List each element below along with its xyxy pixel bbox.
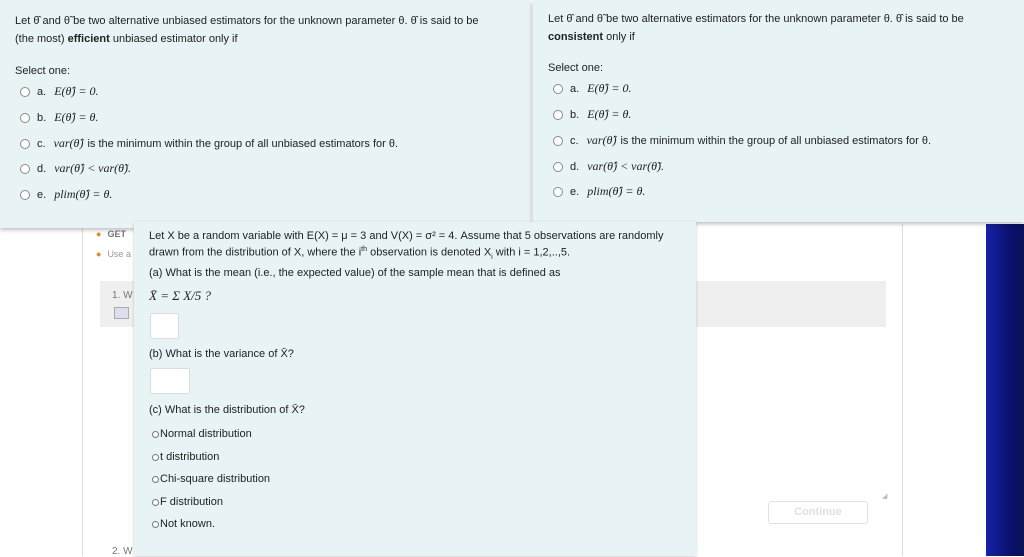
option-math: var(θ̂) xyxy=(586,133,617,147)
radio-button[interactable] xyxy=(553,110,563,120)
continue-button[interactable]: Continue xyxy=(768,501,868,524)
option-letter: e. xyxy=(570,185,580,198)
radio-button[interactable] xyxy=(20,139,30,149)
desktop-background-strip xyxy=(986,224,1024,556)
answer-input-a[interactable] xyxy=(150,313,179,339)
bg-bullet-item xyxy=(96,229,126,239)
select-one-label: Select one: xyxy=(548,62,604,74)
question-prompt xyxy=(548,10,1013,46)
part-c-text: (c) What is the distribution of X̄? xyxy=(149,404,305,416)
option-letter: d. xyxy=(570,160,580,173)
part-b-text: (b) What is the variance of X̄? xyxy=(149,348,294,360)
radio-button[interactable] xyxy=(20,113,30,123)
radio-button[interactable] xyxy=(20,87,30,97)
radio-button[interactable] xyxy=(553,162,563,172)
prompt-line-1: Let θ̂ and θ̃ be two alternative unbiased estimators for the unknown parameter θ. θ̂ is said to be xyxy=(15,15,479,27)
option-text: is the minimum within the group of all unbiased estimators for θ. xyxy=(620,134,932,147)
radio-button[interactable] xyxy=(152,454,159,461)
image-icon[interactable] xyxy=(114,307,129,319)
prompt-post: only if xyxy=(606,31,635,43)
option-letter: a. xyxy=(37,85,47,98)
question-card-consistent xyxy=(533,0,1024,222)
distribution-label: Normal distribution xyxy=(160,428,252,440)
option-math: plim(θ̂) = θ. xyxy=(587,184,646,198)
bg-question-1-label: 1. W xyxy=(112,290,133,301)
option-math: E(θ̂) = θ. xyxy=(54,110,99,124)
option-b[interactable] xyxy=(553,107,635,122)
option-e[interactable] xyxy=(553,184,649,199)
option-letter: b. xyxy=(37,111,47,124)
question-line-1: Let X be a random variable with E(X) = μ = 3 and V(X) = σ² = 4. Assume that 5 observations are randomly xyxy=(149,230,664,242)
distribution-option[interactable] xyxy=(152,428,252,440)
distribution-option[interactable] xyxy=(152,518,215,530)
distribution-option[interactable] xyxy=(152,451,219,463)
radio-button[interactable] xyxy=(553,84,563,94)
option-d[interactable] xyxy=(20,161,135,176)
radio-button[interactable] xyxy=(553,136,563,146)
distribution-option[interactable] xyxy=(152,496,223,508)
option-math: var(θ̂) < var(θ̃). xyxy=(587,159,665,173)
prompt-keyword: consistent xyxy=(548,31,604,43)
radio-button[interactable] xyxy=(152,499,159,506)
prompt-line-1: Let θ̂ and θ̃ be two alternative estimators for the unknown parameter θ. θ̂ is said to be xyxy=(548,13,964,25)
question-card-sample-mean xyxy=(134,222,696,556)
option-math: var(θ̂) xyxy=(53,136,84,150)
radio-button[interactable] xyxy=(553,187,563,197)
sample-mean-formula: X̄ = Σ X/5 ? xyxy=(149,288,211,303)
prompt-post: unbiased estimator only if xyxy=(112,33,238,45)
radio-button[interactable] xyxy=(20,164,30,174)
bg-bullet-label: Use a xyxy=(107,249,131,259)
distribution-label: t distribution xyxy=(160,451,220,463)
line2-sub: i xyxy=(491,253,493,261)
option-letter: d. xyxy=(37,162,47,175)
option-letter: e. xyxy=(37,188,47,201)
content-left-border xyxy=(82,224,83,556)
part-a-text: (a) What is the mean (i.e., the expected value) of the sample mean that is defined as xyxy=(149,267,561,279)
option-math: E(θ̂) = θ. xyxy=(587,107,632,121)
option-math: var(θ̂) < var(θ̃). xyxy=(54,161,132,175)
question-line-2 xyxy=(149,246,570,261)
option-e[interactable] xyxy=(20,187,116,202)
prompt-pre: (the most) xyxy=(15,33,65,45)
option-c[interactable] xyxy=(553,133,931,148)
distribution-label: F distribution xyxy=(160,496,223,508)
content-right-border xyxy=(902,224,903,556)
bullet-dot-icon: ● xyxy=(96,249,102,259)
option-text: is the minimum within the group of all unbiased estimators for θ. xyxy=(87,137,399,150)
distribution-option[interactable] xyxy=(152,473,270,485)
answer-input-b[interactable] xyxy=(150,368,190,394)
bg-bullet-item xyxy=(96,249,131,259)
select-one-label: Select one: xyxy=(15,65,71,77)
option-math: plim(θ̂) = θ. xyxy=(54,187,113,201)
radio-button[interactable] xyxy=(20,190,30,200)
option-letter: b. xyxy=(570,108,580,121)
line2-pre: drawn from the distribution of X, where the i xyxy=(149,246,362,259)
radio-button[interactable] xyxy=(152,521,159,528)
distribution-label: Chi-square distribution xyxy=(160,473,271,485)
radio-button[interactable] xyxy=(152,476,159,483)
prompt-keyword: efficient xyxy=(67,33,110,45)
option-d[interactable] xyxy=(553,159,668,174)
option-a[interactable] xyxy=(553,81,636,96)
line2-sup: th xyxy=(361,246,368,253)
question-prompt xyxy=(15,12,520,48)
radio-button[interactable] xyxy=(152,431,159,438)
bg-bullet-label: GET xyxy=(107,229,126,239)
option-letter: c. xyxy=(37,137,46,150)
line2-mid: observation is denoted X xyxy=(367,246,492,259)
bg-question-2-label: 2. W xyxy=(112,546,133,557)
option-letter: a. xyxy=(570,82,580,95)
resize-handle-icon: ◢ xyxy=(882,493,888,500)
distribution-label: Not known. xyxy=(160,518,216,530)
option-b[interactable] xyxy=(20,110,102,125)
question-card-efficient xyxy=(0,0,530,228)
option-math: E(θ̂) = 0. xyxy=(587,81,632,95)
option-c[interactable] xyxy=(20,136,398,151)
option-a[interactable] xyxy=(20,84,103,99)
option-letter: c. xyxy=(570,134,579,147)
line2-post: with i = 1,2,..,5. xyxy=(492,246,571,259)
option-math: E(θ̂) = 0. xyxy=(54,84,99,98)
bullet-dot-icon: ● xyxy=(96,229,102,239)
